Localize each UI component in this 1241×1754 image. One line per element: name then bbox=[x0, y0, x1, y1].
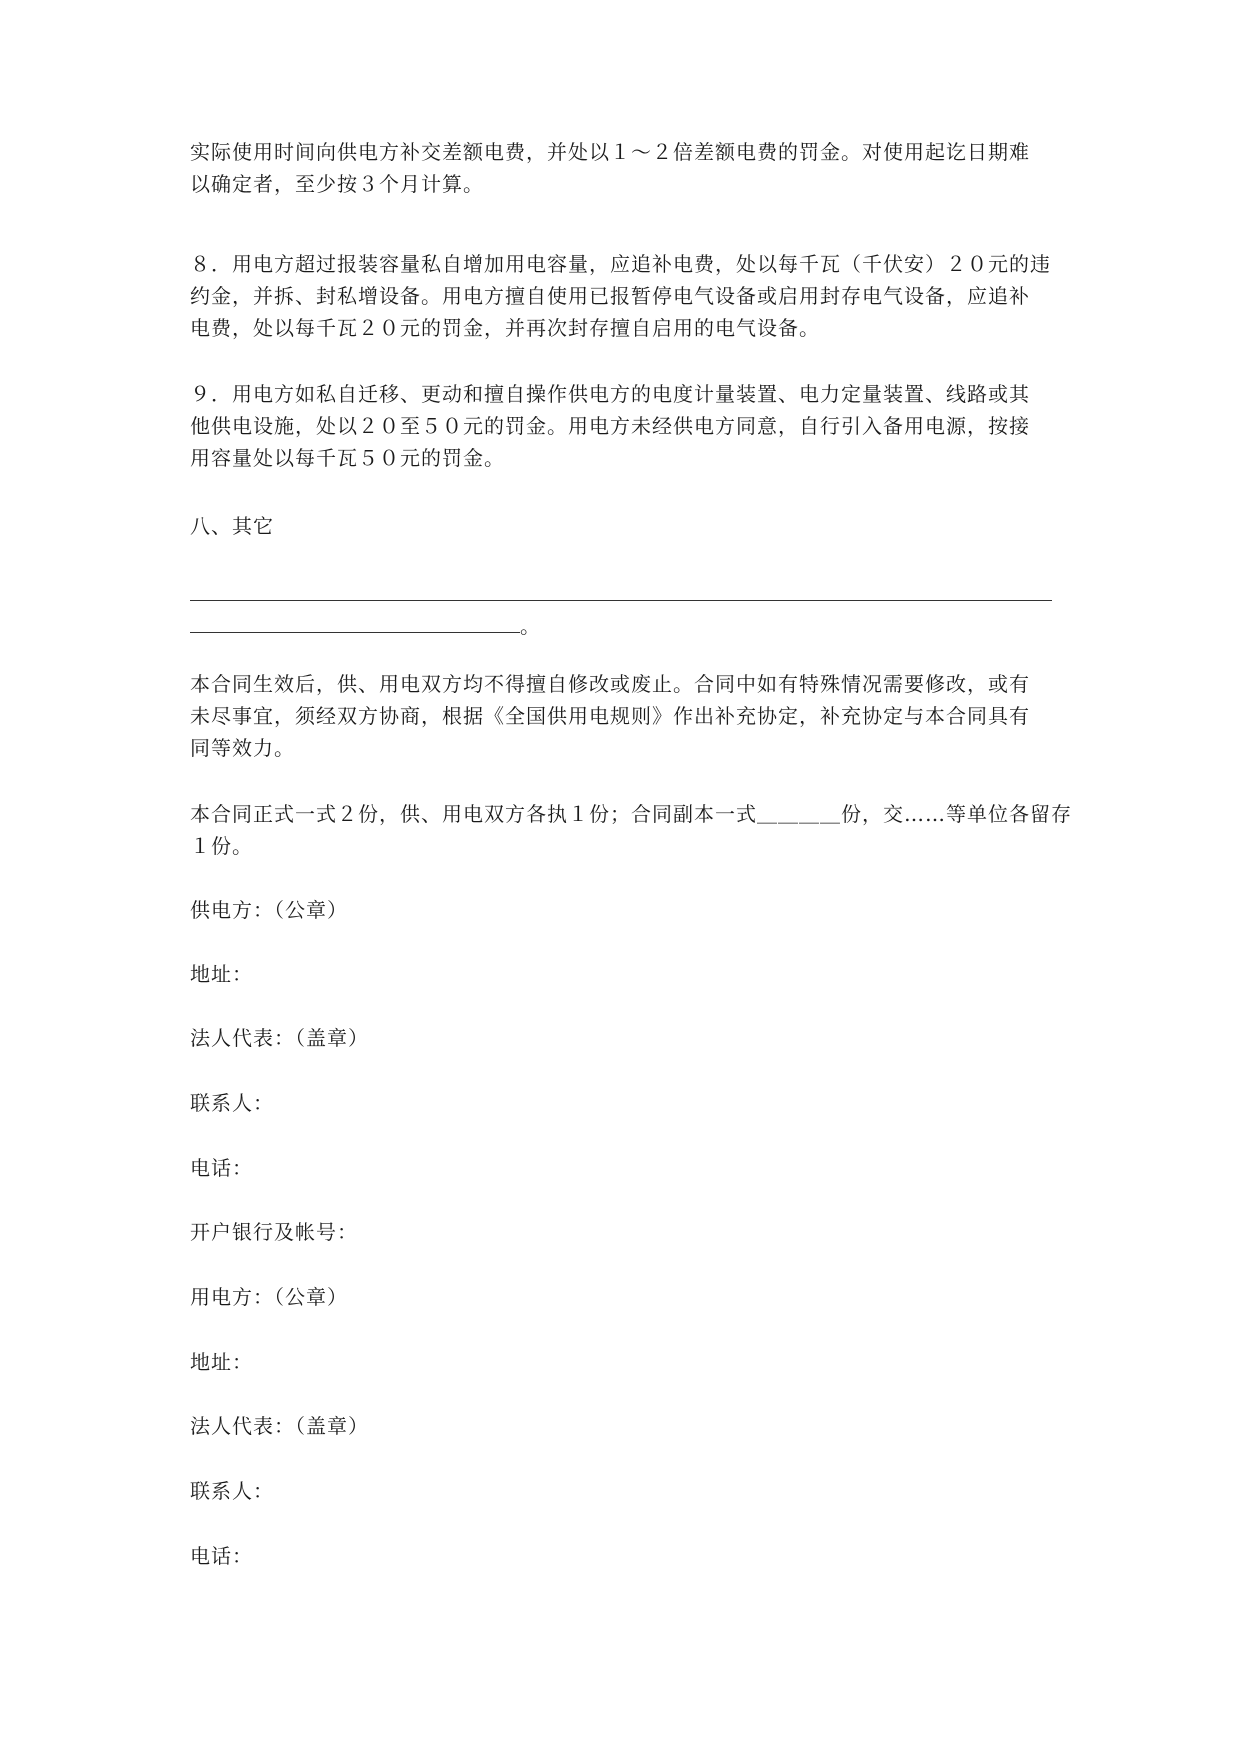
text-line: ８．用电方超过报装容量私自增加用电容量，应追补电费，处以每千瓦（千伏安）２０元的违 bbox=[190, 252, 1051, 276]
consumer-label bbox=[190, 1281, 1058, 1313]
supplier-label bbox=[190, 894, 1058, 926]
consumer-legal-rep-text: 法人代表：（盖章） bbox=[190, 1414, 369, 1438]
supplier-address-text: 地址： bbox=[190, 962, 253, 986]
text-line: 他供电设施，处以２０至５０元的罚金。用电方未经供电方同意，自行引入备用电源，按接 bbox=[190, 414, 1030, 438]
paragraph-contract-effect bbox=[190, 668, 1058, 764]
paragraph-8 bbox=[190, 248, 1058, 344]
blank-fill-line-1 bbox=[190, 600, 1052, 601]
section-heading-text: 八、其它 bbox=[190, 514, 274, 538]
consumer-address bbox=[190, 1346, 1058, 1378]
consumer-contact-text: 联系人： bbox=[190, 1479, 274, 1503]
blank-end-mark: 。 bbox=[520, 614, 540, 638]
supplier-legal-rep-text: 法人代表：（盖章） bbox=[190, 1026, 369, 1050]
text-line: 实际使用时间向供电方补交差额电费，并处以１～２倍差额电费的罚金。对使用起讫日期难 bbox=[190, 140, 1030, 164]
text-line: 以确定者，至少按３个月计算。 bbox=[190, 172, 484, 196]
consumer-phone-text: 电话： bbox=[190, 1544, 253, 1568]
section-8-heading bbox=[190, 510, 1058, 542]
supplier-contact-text: 联系人： bbox=[190, 1091, 274, 1115]
consumer-contact bbox=[190, 1475, 1058, 1507]
supplier-legal-rep bbox=[190, 1022, 1058, 1054]
supplier-address bbox=[190, 958, 1058, 990]
consumer-address-text: 地址： bbox=[190, 1350, 253, 1374]
text-line: ９．用电方如私自迁移、更动和擅自操作供电方的电度计量装置、电力定量装置、线路或其 bbox=[190, 382, 1030, 406]
paragraph-7-continued bbox=[190, 136, 1058, 200]
consumer-phone bbox=[190, 1540, 1058, 1572]
supplier-phone-text: 电话： bbox=[190, 1156, 253, 1180]
text-line: １份。 bbox=[190, 834, 253, 858]
text-line: 约金，并拆、封私增设备。用电方擅自使用已报暂停电气设备或启用封存电气设备，应追补 bbox=[190, 284, 1030, 308]
supplier-contact bbox=[190, 1087, 1058, 1119]
consumer-label-text: 用电方：（公章） bbox=[190, 1285, 348, 1309]
supplier-label-text: 供电方：（公章） bbox=[190, 898, 348, 922]
text-line: 用容量处以每千瓦５０元的罚金。 bbox=[190, 446, 505, 470]
consumer-legal-rep bbox=[190, 1410, 1058, 1442]
supplier-phone bbox=[190, 1152, 1058, 1184]
text-line: 同等效力。 bbox=[190, 736, 295, 760]
text-line: 未尽事宜，须经双方协商，根据《全国供用电规则》作出补充协定，补充协定与本合同具有 bbox=[190, 704, 1030, 728]
text-line: 本合同正式一式２份，供、用电双方各执１份；合同副本一式＿＿＿＿份，交……等单位各留存 bbox=[190, 802, 1072, 826]
text-line: 本合同生效后，供、用电双方均不得擅自修改或废止。合同中如有特殊情况需要修改，或有 bbox=[190, 672, 1030, 696]
supplier-bank-text: 开户银行及帐号： bbox=[190, 1220, 358, 1244]
supplier-bank bbox=[190, 1216, 1058, 1248]
blank-fill-line-2 bbox=[190, 632, 520, 633]
paragraph-9 bbox=[190, 378, 1058, 474]
text-line: 电费，处以每千瓦２０元的罚金，并再次封存擅自启用的电气设备。 bbox=[190, 316, 820, 340]
paragraph-copies bbox=[190, 798, 1072, 862]
